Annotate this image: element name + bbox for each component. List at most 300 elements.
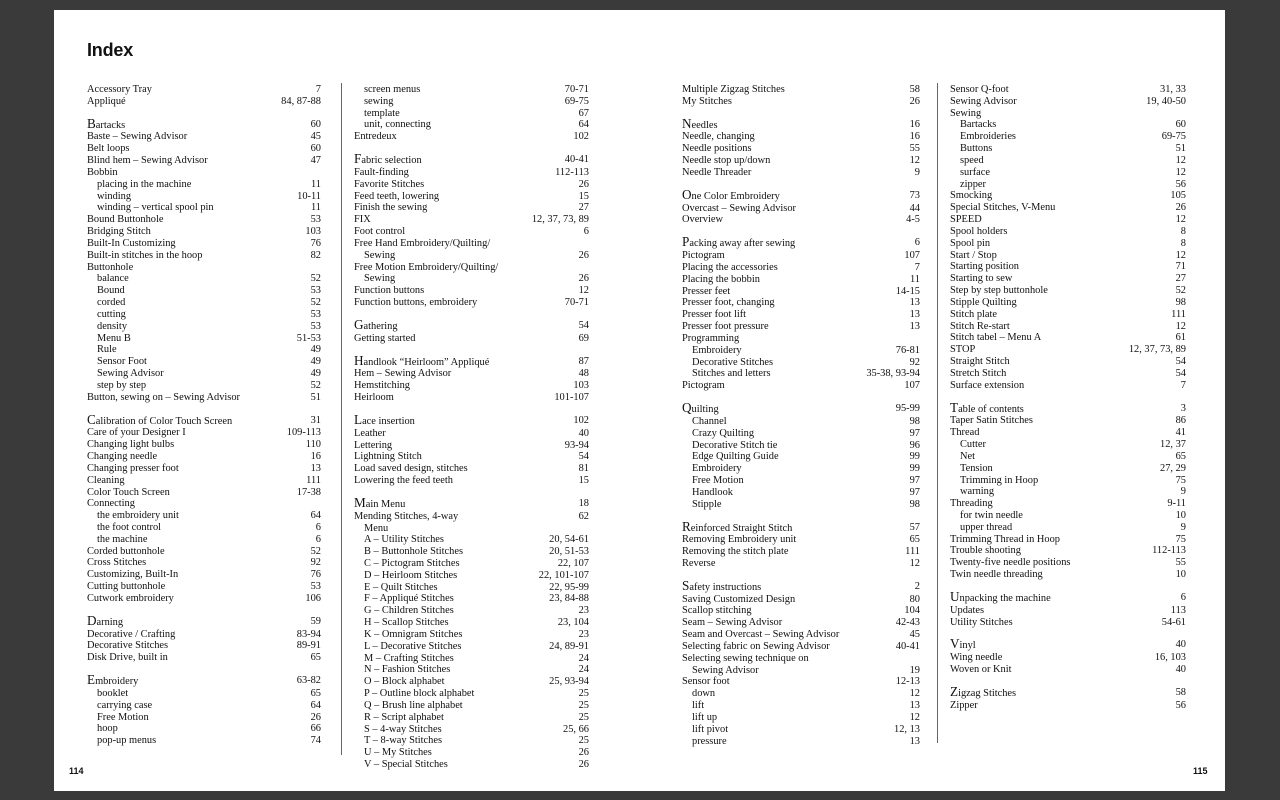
index-term: Appliqué <box>87 95 126 107</box>
index-page-ref: 112-113 <box>1152 545 1186 557</box>
index-entry <box>87 427 321 439</box>
index-page-ref <box>583 262 589 274</box>
index-entry <box>682 357 920 369</box>
index-term: B – Buttonhole Stitches <box>364 546 464 558</box>
index-page-ref: 25, 93-94 <box>549 676 589 688</box>
index-page-ref: 76 <box>310 237 321 249</box>
index-entry <box>87 534 321 546</box>
index-entry <box>682 558 920 570</box>
index-entry <box>682 400 920 416</box>
index-entry <box>682 428 920 440</box>
index-entry <box>354 273 589 285</box>
index-term: O – Block alphabet <box>364 676 445 688</box>
index-term: Changing presser foot <box>87 462 179 474</box>
index-page-ref: 52 <box>1175 285 1186 297</box>
index-page-ref: 65 <box>1175 450 1186 462</box>
index-page-ref: 26 <box>578 273 589 285</box>
index-entry <box>87 439 321 451</box>
index-term: Built-in stitches in the hoop <box>87 249 203 261</box>
index-page-ref: 45 <box>310 131 321 143</box>
index-term: Buttons <box>960 143 993 155</box>
index-entry <box>950 636 1186 652</box>
index-page-ref: 53 <box>310 581 321 593</box>
index-term: Pictogram <box>682 380 725 392</box>
index-term: Customizing, Built-In <box>87 569 179 581</box>
index-entry <box>87 84 321 96</box>
index-term: Handlook “Heirloom” Appliqué <box>354 352 490 368</box>
index-term: Heirloom <box>354 392 394 404</box>
index-term: booklet <box>97 687 129 699</box>
index-term: Disk Drive, built in <box>87 652 168 664</box>
index-term: Removing the stitch plate <box>682 546 789 558</box>
index-term: Calibration of Color Touch Screen <box>87 411 233 427</box>
index-page-ref: 54 <box>1175 367 1186 379</box>
index-entry <box>87 309 321 321</box>
index-term: S – 4-way Stitches <box>364 723 442 735</box>
index-term: Stretch Stitch <box>950 367 1007 379</box>
index-term: Lowering the feed teeth <box>354 475 453 487</box>
index-entry <box>87 581 321 593</box>
index-term: Bound <box>97 285 125 297</box>
index-term: pop-up menus <box>97 735 157 747</box>
index-entry <box>87 297 321 309</box>
index-entry <box>682 617 920 629</box>
index-entry <box>87 569 321 581</box>
index-entry <box>354 179 589 191</box>
index-entry <box>354 226 589 238</box>
index-page-ref: 6 <box>1180 591 1186 603</box>
index-entry <box>354 297 589 309</box>
index-entry <box>682 499 920 511</box>
index-term: P – Outline block alphabet <box>364 688 475 700</box>
index-entry <box>950 344 1186 356</box>
index-term: Woven or Knit <box>950 664 1012 676</box>
index-entry <box>950 380 1186 392</box>
index-entry <box>682 605 920 617</box>
index-entry <box>87 321 321 333</box>
index-entry <box>950 332 1186 344</box>
index-page-ref: 26 <box>578 759 589 771</box>
index-page-ref: 23, 104 <box>557 617 589 629</box>
index-page-ref: 12, 37 <box>1160 439 1186 451</box>
index-entry <box>354 724 589 736</box>
index-entry <box>950 545 1186 557</box>
index-term: Decorative Stitches <box>692 356 774 368</box>
index-term: lift pivot <box>692 723 729 735</box>
index-term: Function buttons, embroidery <box>354 297 478 309</box>
index-term: Fabric selection <box>354 151 422 167</box>
index-entry <box>950 131 1186 143</box>
index-entry <box>354 214 589 226</box>
index-entry <box>950 190 1186 202</box>
index-entry <box>682 712 920 724</box>
index-entry <box>354 440 589 452</box>
index-term: Embroidery <box>692 344 742 356</box>
index-term: Sewing <box>950 107 982 119</box>
index-entry <box>682 641 920 653</box>
index-page-ref: 40 <box>578 427 589 439</box>
index-term: Reverse <box>682 557 716 569</box>
index-term: My Stitches <box>682 95 732 107</box>
index-term: Lace insertion <box>354 411 415 427</box>
index-term: Trimming in Hoop <box>960 474 1039 486</box>
index-page-ref: 2 <box>914 580 920 592</box>
index-entry <box>87 368 321 380</box>
index-entry <box>354 238 589 250</box>
index-entry <box>354 664 589 676</box>
index-entry <box>87 155 321 167</box>
index-page-ref: 40 <box>1175 664 1186 676</box>
index-term: Table of contents <box>950 399 1024 415</box>
index-entry <box>682 463 920 475</box>
index-entry <box>950 143 1186 155</box>
index-entry <box>682 629 920 641</box>
index-page-ref: 12 <box>1175 166 1186 178</box>
index-entry <box>354 688 589 700</box>
index-page-ref: 111 <box>1171 308 1186 320</box>
index-term: the embroidery unit <box>97 510 179 522</box>
index-term: K – Omnigram Stitches <box>364 628 463 640</box>
index-page-ref: 6 <box>315 533 321 545</box>
index-term: hoop <box>97 723 118 735</box>
index-page-ref: 102 <box>573 131 589 143</box>
index-term: Stitch plate <box>950 308 998 320</box>
index-page-ref: 80 <box>909 593 920 605</box>
index-term: Connecting <box>87 498 135 510</box>
index-page-ref: 20, 51-53 <box>549 546 589 558</box>
index-entry <box>87 411 321 428</box>
index-term: Needle positions <box>682 143 752 155</box>
index-entry <box>950 617 1186 629</box>
index-page-ref: 51-53 <box>296 332 321 344</box>
index-term: L – Decorative Stitches <box>364 640 462 652</box>
index-entry <box>682 155 920 167</box>
index-term: Cutting buttonhole <box>87 581 166 593</box>
index-page-ref: 53 <box>310 285 321 297</box>
index-entry <box>950 250 1186 262</box>
index-entry <box>682 131 920 143</box>
index-entry <box>950 652 1186 664</box>
index-page-ref: 42-43 <box>895 617 920 629</box>
index-page-ref: 54 <box>1175 356 1186 368</box>
index-entry <box>354 605 589 617</box>
index-term: Spool pin <box>950 237 991 249</box>
index-entry <box>950 475 1186 487</box>
index-entry <box>682 368 920 380</box>
index-page-ref: 24 <box>578 664 589 676</box>
index-entry <box>354 463 589 475</box>
index-page-ref <box>315 498 321 510</box>
index-entry <box>87 593 321 605</box>
index-entry <box>87 612 321 629</box>
index-page-ref: 74 <box>310 735 321 747</box>
index-page-ref: 6 <box>583 226 589 238</box>
page-number-right: 115 <box>1193 766 1208 776</box>
index-term: Sewing <box>364 273 396 285</box>
index-entry <box>87 214 321 226</box>
index-term: Utility Stitches <box>950 616 1013 628</box>
index-entry <box>354 494 589 511</box>
index-page-ref: 109-113 <box>286 427 321 439</box>
index-page-ref: 70-71 <box>564 84 589 95</box>
index-page-ref <box>315 167 321 179</box>
index-entry <box>87 226 321 238</box>
index-entry <box>950 84 1186 96</box>
index-term: down <box>692 688 716 700</box>
index-page-ref: 67 <box>578 107 589 119</box>
index-term: Sensor Q-foot <box>950 84 1009 95</box>
index-page-ref: 84, 87-88 <box>281 95 321 107</box>
index-page-ref: 31, 33 <box>1160 84 1186 95</box>
index-entry <box>682 345 920 357</box>
index-page-ref: 99 <box>909 451 920 463</box>
index-page-ref: 10-11 <box>297 190 321 202</box>
index-page-ref: 13 <box>909 321 920 333</box>
index-page-ref: 49 <box>310 344 321 356</box>
index-term: warning <box>960 486 995 498</box>
index-entry <box>87 392 321 404</box>
index-entry <box>87 522 321 534</box>
index-term: Twin needle threading <box>950 569 1043 581</box>
index-term: Sewing <box>364 249 396 261</box>
index-entry <box>354 119 589 131</box>
index-page-ref: 11 <box>310 202 321 214</box>
index-entry <box>950 588 1186 605</box>
index-term: Straight Stitch <box>950 356 1010 368</box>
index-entry <box>87 700 321 712</box>
index-page-ref: 25 <box>578 711 589 723</box>
index-page-ref: 7 <box>1180 379 1186 391</box>
index-entry <box>87 238 321 250</box>
index-entry <box>354 700 589 712</box>
index-page-ref: 56 <box>1175 178 1186 190</box>
index-term: Pictogram <box>682 250 725 262</box>
index-term: Special Stitches, V-Menu <box>950 202 1056 214</box>
index-page-ref: 98 <box>909 498 920 510</box>
index-page-ref: 13 <box>909 700 920 712</box>
index-page-ref: 61 <box>1175 332 1186 344</box>
index-page-ref: 111 <box>905 546 920 558</box>
index-page-ref: 97 <box>909 427 920 439</box>
index-term: Getting started <box>354 332 416 344</box>
index-page-ref: 98 <box>1175 296 1186 308</box>
index-entry <box>87 285 321 297</box>
index-term: Lettering <box>354 439 393 451</box>
index-entry <box>682 143 920 155</box>
index-term: Stitches and letters <box>692 368 771 380</box>
index-page-ref: 54-61 <box>1161 616 1186 628</box>
index-term: for twin needle <box>960 509 1023 521</box>
index-entry <box>682 309 920 321</box>
index-entry <box>682 250 920 262</box>
index-entry <box>682 167 920 179</box>
index-term: Tension <box>960 462 993 474</box>
index-entry <box>87 475 321 487</box>
index-entry <box>354 546 589 558</box>
index-term: Wing needle <box>950 652 1003 664</box>
index-entry <box>682 84 920 96</box>
index-term: Gathering <box>354 316 398 332</box>
index-entry <box>87 202 321 214</box>
index-page-ref: 52 <box>310 379 321 391</box>
index-term: Updates <box>950 604 985 616</box>
index-entry <box>354 558 589 570</box>
index-entry <box>87 344 321 356</box>
index-term: Feed teeth, lowering <box>354 190 440 202</box>
index-page-ref: 56 <box>1175 699 1186 711</box>
index-page-ref: 22, 107 <box>557 557 589 569</box>
index-page-ref: 12 <box>909 155 920 167</box>
index-term: Bobbin <box>87 166 118 178</box>
index-term: Smocking <box>950 190 993 202</box>
index-page-ref: 16 <box>909 118 920 130</box>
index-page-ref: 104 <box>904 605 920 617</box>
index-entry <box>682 380 920 392</box>
index-page-ref: 95-99 <box>895 403 920 415</box>
index-term: V – Special Stitches <box>364 759 448 771</box>
index-term: zipper <box>960 178 986 190</box>
index-entry <box>354 451 589 463</box>
index-term: Quilting <box>682 400 719 416</box>
index-entry <box>950 321 1186 333</box>
index-term: Needle, changing <box>682 131 755 143</box>
index-term: Free Motion <box>692 475 744 487</box>
index-page-ref: 60 <box>310 118 321 130</box>
index-term: Safety instructions <box>682 577 762 593</box>
index-page-ref: 76 <box>310 569 321 581</box>
index-entry <box>87 498 321 510</box>
index-term: G – Children Stitches <box>364 605 454 617</box>
index-page-ref: 10 <box>1175 569 1186 581</box>
index-term: Built-In Customizing <box>87 237 176 249</box>
index-entry <box>950 155 1186 167</box>
index-page-ref: 10 <box>1175 509 1186 521</box>
index-term: FIX <box>354 214 371 226</box>
index-entry <box>354 653 589 665</box>
index-entry <box>950 214 1186 226</box>
index-term: Overcast – Sewing Advisor <box>682 202 796 214</box>
index-term: Reinforced Straight Stitch <box>682 518 793 534</box>
index-term: upper thread <box>960 521 1013 533</box>
index-term: Baste – Sewing Advisor <box>87 131 188 143</box>
index-entry <box>87 191 321 203</box>
index-page-ref: 76-81 <box>895 344 920 356</box>
index-entry <box>87 179 321 191</box>
index-page-ref: 13 <box>909 297 920 309</box>
index-entry <box>950 451 1186 463</box>
index-term: Sensor Foot <box>97 356 147 368</box>
index-page-ref: 53 <box>310 214 321 226</box>
index-term: surface <box>960 166 990 178</box>
index-page-ref: 41 <box>1175 427 1186 439</box>
index-term: Embroidery <box>87 672 139 688</box>
index-page-ref: 101-107 <box>554 392 589 404</box>
index-term: Trouble shooting <box>950 545 1021 557</box>
index-page-ref: 81 <box>578 463 589 475</box>
index-page-ref: 12 <box>1175 154 1186 166</box>
index-entry <box>87 115 321 132</box>
index-term: Changing needle <box>87 451 158 463</box>
index-term: Start / Stop <box>950 249 997 261</box>
index-entry <box>682 577 920 594</box>
index-page-ref: 19 <box>909 664 920 676</box>
index-entry <box>354 151 589 167</box>
index-entry <box>354 250 589 262</box>
index-term: Bound Buttonhole <box>87 214 164 226</box>
index-term: Favorite Stitches <box>354 178 425 190</box>
index-term: Color Touch Screen <box>87 486 170 498</box>
index-entry <box>354 108 589 120</box>
index-term: Sewing Advisor <box>97 368 164 380</box>
index-page-ref: 12 <box>909 557 920 569</box>
index-page-ref: 16 <box>310 451 321 463</box>
index-page-ref <box>583 238 589 250</box>
index-page-ref: 65 <box>909 534 920 546</box>
index-term: Zipper <box>950 699 978 711</box>
index-entry <box>354 96 589 108</box>
index-term: pressure <box>692 735 727 747</box>
index-entry <box>354 191 589 203</box>
index-entry <box>950 179 1186 191</box>
index-term: density <box>97 320 128 332</box>
index-entry <box>354 523 589 535</box>
index-entry <box>354 534 589 546</box>
index-page-ref: 97 <box>909 475 920 487</box>
index-page-ref: 97 <box>909 486 920 498</box>
index-term: Starting to sew <box>950 273 1013 285</box>
index-page-ref: 63-82 <box>296 675 321 687</box>
index-page-ref: 105 <box>1170 190 1186 202</box>
index-column-1 <box>87 84 321 747</box>
index-page-ref: 92 <box>909 356 920 368</box>
index-page-ref: 26 <box>578 178 589 190</box>
index-entry <box>87 640 321 652</box>
index-entry <box>354 735 589 747</box>
index-term: Channel <box>692 415 727 427</box>
index-page-ref: 35-38, 93-94 <box>866 368 920 380</box>
index-entry <box>950 664 1186 676</box>
index-term: Overview <box>682 214 723 226</box>
index-term: Hem – Sewing Advisor <box>354 368 452 380</box>
index-term: Bridging Stitch <box>87 226 151 238</box>
index-page-ref: 93-94 <box>564 439 589 451</box>
index-entry <box>950 273 1186 285</box>
index-term: Accessory Tray <box>87 84 152 95</box>
index-entry <box>682 594 920 606</box>
index-term: Presser feet <box>682 285 731 297</box>
index-page-ref: 96 <box>909 439 920 451</box>
index-page-ref: 26 <box>1175 202 1186 214</box>
index-page-ref: 65 <box>310 652 321 664</box>
index-entry <box>682 487 920 499</box>
index-page-ref: 12 <box>1175 249 1186 261</box>
index-term: Surface extension <box>950 379 1025 391</box>
index-page-ref: 82 <box>310 249 321 261</box>
index-entry <box>950 368 1186 380</box>
index-term: lift <box>692 700 705 712</box>
index-term: Foot control <box>354 226 406 238</box>
index-entry <box>682 286 920 298</box>
index-term: Multiple Zigzag Stitches <box>682 84 785 95</box>
index-page-spread <box>54 10 1225 791</box>
index-entry <box>950 309 1186 321</box>
index-term: Selecting fabric on Sewing Advisor <box>682 640 830 652</box>
index-term: the foot control <box>97 521 162 533</box>
index-entry <box>682 518 920 535</box>
index-page-ref: 27, 29 <box>1160 462 1186 474</box>
index-term: N – Fashion Stitches <box>364 664 451 676</box>
index-term: Cutwork embroidery <box>87 592 174 604</box>
